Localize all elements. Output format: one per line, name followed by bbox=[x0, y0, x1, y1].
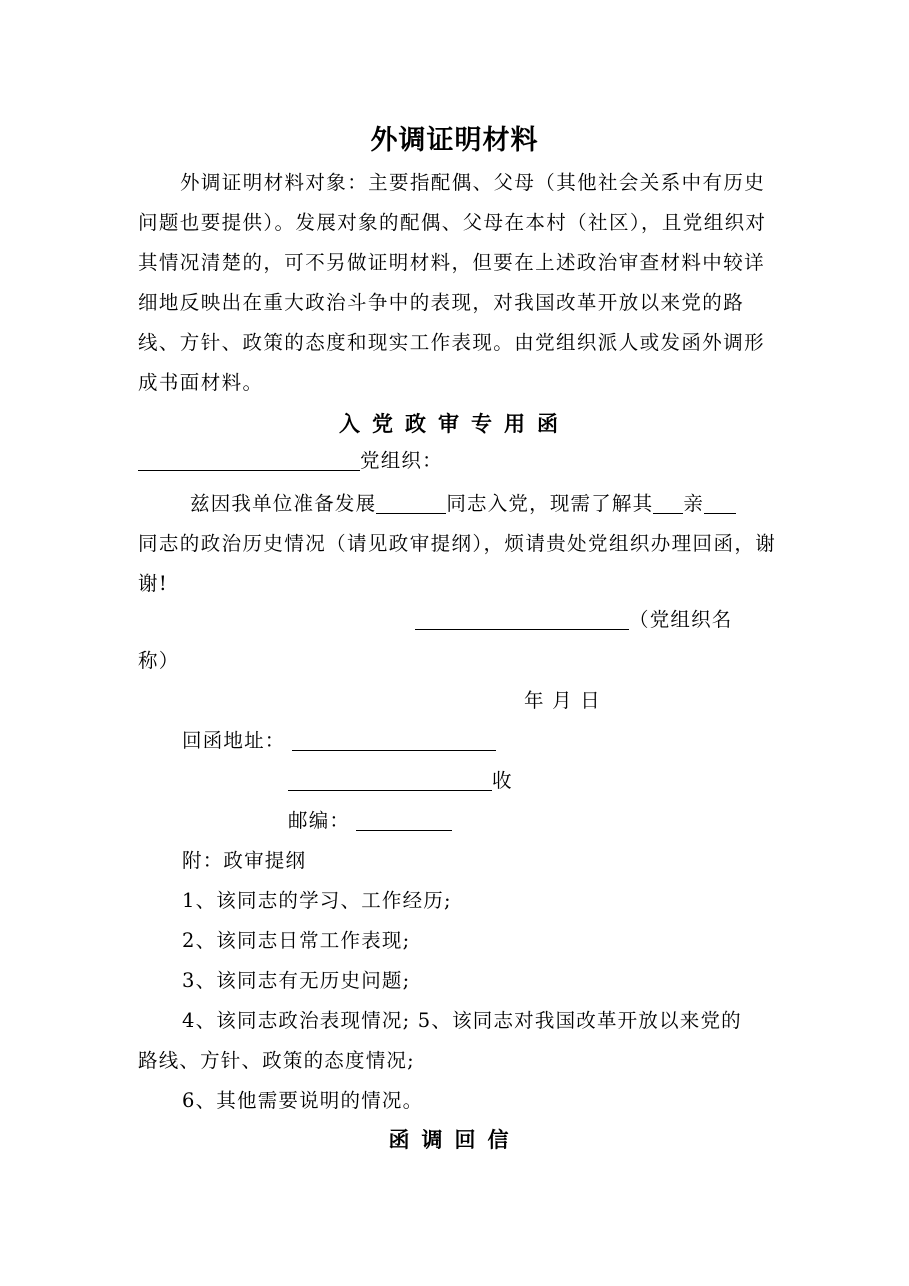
body-part1: 兹因我单位准备发展 bbox=[190, 492, 377, 515]
reply-heading: 函调回信 bbox=[388, 1128, 521, 1152]
org-name-label-cont: 称） bbox=[138, 649, 180, 672]
receive-label: 收 bbox=[492, 769, 513, 792]
relation-blank bbox=[653, 491, 683, 514]
outline-item-3: 3、该同志有无历史问题; bbox=[182, 969, 411, 992]
address-blank bbox=[292, 728, 496, 751]
letter-body-cont: 同志的政治历史情况（请见政审提纲），烦请贵处党组织办理回函，谢谢! bbox=[138, 532, 777, 595]
page-title: 外调证明材料 bbox=[370, 125, 539, 156]
org-name-line bbox=[415, 600, 733, 640]
postcode-label: 邮编： bbox=[288, 809, 351, 832]
candidate-blank bbox=[376, 491, 446, 514]
org-blank bbox=[138, 448, 360, 471]
intro-paragraph: 外调证明材料对象：主要指配偶、父母（其他社会关系中有历史问题也要提供）。发展对象的配偶、父母在本村（社区），且党组织对其情况清楚的，可不另做证明材料，但要在上述政治审查材料中较详细地反映出在重大政治斗争中的表现，对我国改革开放以来党的路线、方针、政策的态度和现实工作表现。由党组织派人或发函外调形成书面材料。 bbox=[138, 171, 767, 394]
letter-heading: 入党政审专用函 bbox=[339, 412, 570, 436]
outline-item-4: 4、该同志政治表现情况; 5、该同志对我国改革开放以来党的 bbox=[182, 1009, 742, 1032]
letter-body-line1 bbox=[190, 484, 736, 524]
outline-item-4-cont: 路线、方针、政策的态度情况; bbox=[138, 1049, 415, 1072]
salutation-line bbox=[138, 441, 443, 481]
outline-item-2: 2、该同志日常工作表现; bbox=[182, 929, 411, 952]
postcode-line bbox=[288, 801, 452, 841]
reply-address-line bbox=[182, 721, 496, 761]
body-part2: 同志入党，现需了解其 bbox=[446, 492, 654, 515]
salutation-suffix: 党组织： bbox=[360, 449, 443, 472]
relative-blank bbox=[704, 491, 736, 514]
outline-item-1: 1、该同志的学习、工作经历; bbox=[182, 889, 452, 912]
org-name-blank bbox=[415, 607, 629, 630]
outline-item-6: 6、其他需要说明的情况。 bbox=[182, 1089, 424, 1112]
org-name-label: （党组织名 bbox=[629, 608, 733, 631]
attachment-heading: 附：政审提纲 bbox=[182, 849, 307, 872]
body-part3: 亲 bbox=[683, 492, 705, 515]
receiver-blank bbox=[288, 768, 492, 791]
postcode-blank bbox=[356, 808, 452, 831]
reply-address-label: 回函地址： bbox=[182, 729, 286, 752]
date-line: 年 月 日 bbox=[524, 689, 601, 712]
receiver-line bbox=[288, 761, 513, 801]
